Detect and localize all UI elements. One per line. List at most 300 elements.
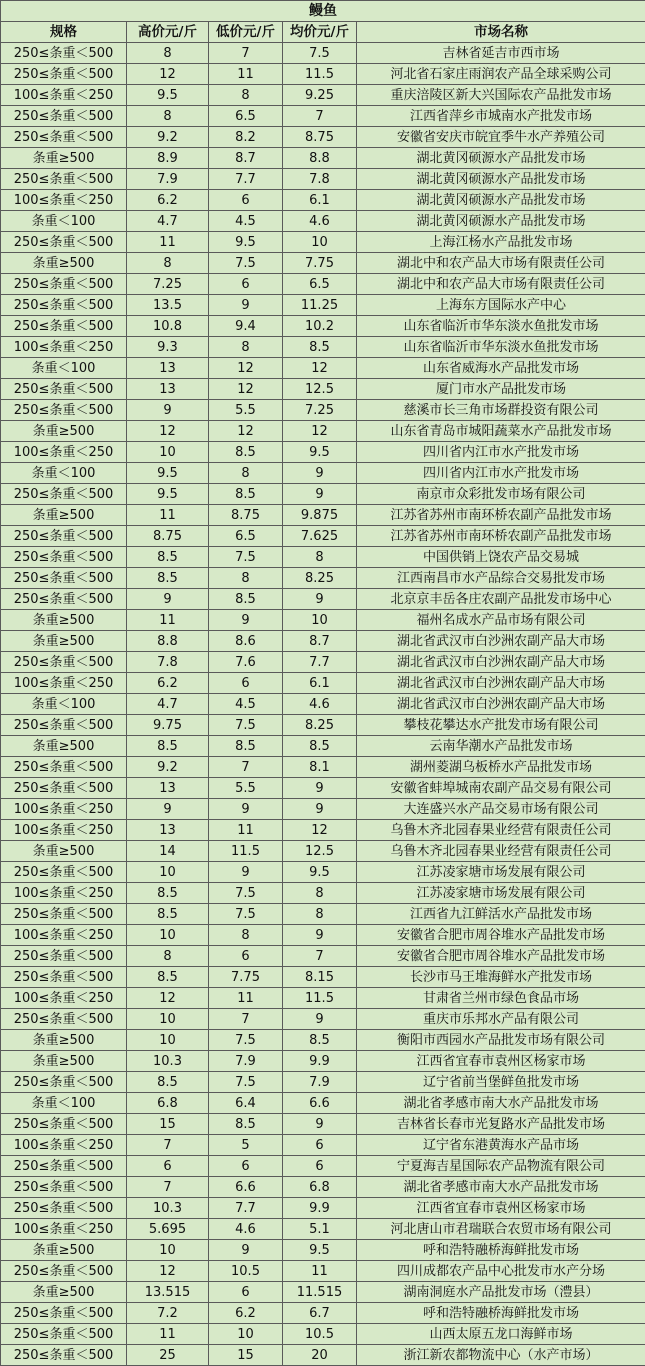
cell-high-price: 7 [127,1177,209,1198]
cell-high-price: 12 [127,988,209,1009]
cell-spec: 条重≥500 [1,505,127,526]
cell-spec: 250≤条重＜500 [1,379,127,400]
cell-market-name: 辽宁省前当堡鲜鱼批发市场 [357,1072,645,1093]
cell-spec: 250≤条重＜500 [1,1114,127,1135]
table-row [1,547,645,568]
cell-spec: 条重≥500 [1,631,127,652]
cell-low-price: 6 [209,946,283,967]
table-row [1,1009,645,1030]
cell-high-price: 8 [127,106,209,127]
cell-high-price: 14 [127,841,209,862]
cell-avg-price: 12.5 [283,841,357,862]
table-row [1,232,645,253]
table-row [1,442,645,463]
cell-spec: 250≤条重＜500 [1,778,127,799]
cell-high-price: 6.2 [127,190,209,211]
cell-market-name: 河北省石家庄雨润农产品全球采购公司 [357,64,645,85]
cell-avg-price: 6.1 [283,673,357,694]
cell-avg-price: 20 [283,1345,357,1366]
table-row [1,337,645,358]
cell-market-name: 江西南昌市水产品综合交易批发市场 [357,568,645,589]
cell-avg-price: 9 [283,1114,357,1135]
cell-avg-price: 10 [283,610,357,631]
cell-market-name: 湖北中和农产品大市场有限责任公司 [357,253,645,274]
cell-market-name: 湖北省武汉市白沙洲农副产品大市场 [357,673,645,694]
cell-market-name: 长沙市马王堆海鲜水产批发市场 [357,967,645,988]
cell-spec: 250≤条重＜500 [1,652,127,673]
cell-spec: 250≤条重＜500 [1,715,127,736]
title-row [1,1,645,22]
cell-high-price: 8 [127,253,209,274]
cell-high-price: 8 [127,946,209,967]
cell-low-price: 6 [209,190,283,211]
cell-market-name: 湖北省武汉市白沙洲农副产品大市场 [357,652,645,673]
cell-high-price: 25 [127,1345,209,1366]
cell-avg-price: 8.5 [283,1030,357,1051]
cell-spec: 条重＜100 [1,463,127,484]
cell-market-name: 重庆涪陵区新大兴国际农产品批发市场 [357,85,645,106]
cell-high-price: 4.7 [127,694,209,715]
table-body [1,43,645,1366]
cell-avg-price: 9.5 [283,1240,357,1261]
cell-low-price: 6 [209,1282,283,1303]
cell-low-price: 9 [209,1240,283,1261]
table-row [1,1282,645,1303]
cell-market-name: 江西省九江鲜活水产品批发市场 [357,904,645,925]
cell-market-name: 上海江杨水产品批发市场 [357,232,645,253]
cell-market-name: 湖北省武汉市白沙洲农副产品大市场 [357,631,645,652]
cell-avg-price: 8.8 [283,148,357,169]
cell-avg-price: 8 [283,547,357,568]
cell-low-price: 15 [209,1345,283,1366]
cell-low-price: 7.9 [209,1051,283,1072]
cell-low-price: 7.75 [209,967,283,988]
cell-market-name: 北京京丰岳各庄农副产品批发市场中心 [357,589,645,610]
cell-high-price: 13 [127,379,209,400]
cell-high-price: 9 [127,799,209,820]
cell-market-name: 四川省内江市水产批发市场 [357,442,645,463]
table-row [1,820,645,841]
cell-low-price: 7.5 [209,1030,283,1051]
header-spec: 规格 [1,22,127,43]
table-row [1,127,645,148]
cell-low-price: 6 [209,274,283,295]
table-row [1,757,645,778]
cell-low-price: 11.5 [209,841,283,862]
cell-spec: 100≤条重＜250 [1,799,127,820]
cell-spec: 条重≥500 [1,610,127,631]
table-row [1,694,645,715]
table-row [1,883,645,904]
cell-spec: 250≤条重＜500 [1,43,127,64]
cell-low-price: 9 [209,610,283,631]
cell-market-name: 江西省宜春市袁州区杨家市场 [357,1198,645,1219]
cell-market-name: 湖州菱湖乌板桥水产品批发市场 [357,757,645,778]
table-row [1,610,645,631]
cell-avg-price: 9 [283,925,357,946]
cell-spec: 250≤条重＜500 [1,484,127,505]
table-row [1,358,645,379]
cell-low-price: 8.6 [209,631,283,652]
table-row [1,1030,645,1051]
table-row [1,946,645,967]
cell-high-price: 13.515 [127,1282,209,1303]
cell-market-name: 呼和浩特融桥海鲜批发市场 [357,1240,645,1261]
cell-spec: 250≤条重＜500 [1,568,127,589]
cell-high-price: 9.3 [127,337,209,358]
cell-avg-price: 7.7 [283,652,357,673]
cell-market-name: 南京市众彩批发市场有限公司 [357,484,645,505]
cell-high-price: 7.2 [127,1303,209,1324]
table-row [1,379,645,400]
cell-market-name: 甘肃省兰州市绿色食品市场 [357,988,645,1009]
cell-low-price: 8.2 [209,127,283,148]
cell-high-price: 8.5 [127,568,209,589]
table-row [1,484,645,505]
cell-avg-price: 6.7 [283,1303,357,1324]
cell-avg-price: 9.5 [283,442,357,463]
cell-high-price: 8.5 [127,967,209,988]
cell-avg-price: 7.625 [283,526,357,547]
cell-high-price: 10 [127,442,209,463]
cell-avg-price: 4.6 [283,211,357,232]
cell-high-price: 10 [127,1240,209,1261]
cell-avg-price: 9.5 [283,862,357,883]
table-row [1,106,645,127]
cell-spec: 250≤条重＜500 [1,1345,127,1366]
cell-high-price: 9 [127,589,209,610]
cell-avg-price: 8 [283,883,357,904]
cell-low-price: 7.7 [209,169,283,190]
cell-avg-price: 12.5 [283,379,357,400]
table-row [1,1345,645,1366]
cell-high-price: 9.75 [127,715,209,736]
cell-avg-price: 6.5 [283,274,357,295]
cell-high-price: 9 [127,400,209,421]
cell-market-name: 慈溪市长三角市场群投资有限公司 [357,400,645,421]
cell-high-price: 10 [127,925,209,946]
cell-market-name: 上海东方国际水产中心 [357,295,645,316]
cell-avg-price: 8.25 [283,715,357,736]
cell-low-price: 4.5 [209,211,283,232]
cell-spec: 条重≥500 [1,1282,127,1303]
cell-low-price: 7.6 [209,652,283,673]
cell-spec: 250≤条重＜500 [1,1072,127,1093]
cell-spec: 250≤条重＜500 [1,589,127,610]
cell-high-price: 8.5 [127,547,209,568]
cell-spec: 条重＜100 [1,1093,127,1114]
table-row [1,1072,645,1093]
cell-spec: 250≤条重＜500 [1,967,127,988]
cell-avg-price: 8.75 [283,127,357,148]
cell-avg-price: 7.75 [283,253,357,274]
cell-low-price: 9 [209,799,283,820]
table-row [1,64,645,85]
cell-market-name: 湖北黄冈硕源水产品批发市场 [357,190,645,211]
cell-spec: 250≤条重＜500 [1,64,127,85]
cell-low-price: 8 [209,925,283,946]
cell-spec: 250≤条重＜500 [1,862,127,883]
cell-low-price: 7.5 [209,1072,283,1093]
cell-market-name: 四川成都农产品中心批发市水产分场 [357,1261,645,1282]
cell-avg-price: 9.9 [283,1198,357,1219]
cell-spec: 250≤条重＜500 [1,1198,127,1219]
cell-spec: 100≤条重＜250 [1,442,127,463]
cell-market-name: 宁夏海吉星国际农产品物流有限公司 [357,1156,645,1177]
cell-high-price: 12 [127,421,209,442]
cell-high-price: 10.3 [127,1198,209,1219]
cell-low-price: 6 [209,673,283,694]
cell-spec: 100≤条重＜250 [1,337,127,358]
cell-high-price: 8.5 [127,1072,209,1093]
cell-spec: 100≤条重＜250 [1,673,127,694]
table-row [1,904,645,925]
cell-avg-price: 10 [283,232,357,253]
cell-market-name: 湖南洞庭水产品批发市场（澧县） [357,1282,645,1303]
cell-spec: 100≤条重＜250 [1,820,127,841]
cell-market-name: 辽宁省东港黄海水产品市场 [357,1135,645,1156]
table-row [1,400,645,421]
cell-avg-price: 9.875 [283,505,357,526]
cell-market-name: 云南华潮水产品批发市场 [357,736,645,757]
cell-avg-price: 7.25 [283,400,357,421]
cell-market-name: 湖北省武汉市白沙洲农副产品大市场 [357,694,645,715]
table-row [1,988,645,1009]
cell-market-name: 山西太原五龙口海鲜市场 [357,1324,645,1345]
cell-low-price: 8 [209,568,283,589]
cell-spec: 条重≥500 [1,736,127,757]
cell-spec: 250≤条重＜500 [1,757,127,778]
cell-market-name: 吉林省长春市光复路水产品批发市场 [357,1114,645,1135]
table-row [1,211,645,232]
cell-low-price: 8.7 [209,148,283,169]
cell-avg-price: 12 [283,421,357,442]
cell-low-price: 6.4 [209,1093,283,1114]
cell-low-price: 8 [209,463,283,484]
cell-low-price: 6.6 [209,1177,283,1198]
cell-spec: 条重≥500 [1,148,127,169]
cell-low-price: 8.75 [209,505,283,526]
table-row [1,841,645,862]
cell-market-name: 湖北黄冈硕源水产品批发市场 [357,148,645,169]
cell-low-price: 6.2 [209,1303,283,1324]
cell-market-name: 乌鲁木齐北园春果业经营有限责任公司 [357,820,645,841]
cell-avg-price: 7.8 [283,169,357,190]
cell-spec: 250≤条重＜500 [1,547,127,568]
cell-market-name: 乌鲁木齐北园春果业经营有限责任公司 [357,841,645,862]
table-row [1,43,645,64]
table-row [1,190,645,211]
cell-low-price: 7 [209,1009,283,1030]
table-row [1,631,645,652]
cell-spec: 条重≥500 [1,253,127,274]
cell-low-price: 8.5 [209,589,283,610]
cell-spec: 条重＜100 [1,358,127,379]
table-row [1,673,645,694]
cell-avg-price: 8 [283,904,357,925]
cell-high-price: 9.5 [127,484,209,505]
table-row [1,1261,645,1282]
table-row [1,274,645,295]
table-row [1,862,645,883]
table-row [1,1240,645,1261]
cell-avg-price: 6.8 [283,1177,357,1198]
table-row [1,316,645,337]
cell-spec: 100≤条重＜250 [1,988,127,1009]
cell-avg-price: 8.7 [283,631,357,652]
cell-high-price: 9.2 [127,757,209,778]
cell-spec: 250≤条重＜500 [1,904,127,925]
cell-low-price: 5 [209,1135,283,1156]
cell-low-price: 8.5 [209,484,283,505]
cell-high-price: 10.3 [127,1051,209,1072]
cell-low-price: 8.5 [209,736,283,757]
cell-high-price: 13.5 [127,295,209,316]
cell-low-price: 11 [209,820,283,841]
cell-market-name: 河北唐山市君瑞联合农贸市场有限公司 [357,1219,645,1240]
cell-high-price: 12 [127,1261,209,1282]
cell-high-price: 13 [127,358,209,379]
cell-high-price: 10 [127,1009,209,1030]
cell-spec: 250≤条重＜500 [1,106,127,127]
cell-low-price: 9.4 [209,316,283,337]
cell-low-price: 7.5 [209,253,283,274]
cell-market-name: 山东省临沂市华东淡水鱼批发市场 [357,316,645,337]
cell-market-name: 安徽省合肥市周谷堆水产品批发市场 [357,925,645,946]
cell-high-price: 10.8 [127,316,209,337]
cell-spec: 250≤条重＜500 [1,295,127,316]
cell-market-name: 呼和浩特融桥海鲜批发市场 [357,1303,645,1324]
table-row [1,1324,645,1345]
table-row [1,148,645,169]
cell-market-name: 安徽省安庆市皖宜季牛水产养殖公司 [357,127,645,148]
cell-market-name: 吉林省延吉市西市场 [357,43,645,64]
cell-market-name: 中国供销上饶农产品交易城 [357,547,645,568]
cell-avg-price: 6 [283,1135,357,1156]
cell-high-price: 4.7 [127,211,209,232]
cell-spec: 条重＜100 [1,211,127,232]
cell-high-price: 11 [127,610,209,631]
cell-spec: 250≤条重＜500 [1,316,127,337]
cell-avg-price: 7.9 [283,1072,357,1093]
cell-spec: 250≤条重＜500 [1,1009,127,1030]
cell-high-price: 10 [127,862,209,883]
table-row [1,736,645,757]
cell-low-price: 10 [209,1324,283,1345]
cell-avg-price: 9 [283,463,357,484]
cell-market-name: 湖北黄冈硕源水产品批发市场 [357,169,645,190]
cell-spec: 250≤条重＜500 [1,1261,127,1282]
table-row [1,421,645,442]
cell-spec: 条重≥500 [1,421,127,442]
cell-market-name: 浙江新农都物流中心（水产市场） [357,1345,645,1366]
cell-low-price: 8 [209,337,283,358]
cell-high-price: 8.5 [127,736,209,757]
cell-market-name: 江西省宜春市袁州区杨家市场 [357,1051,645,1072]
cell-market-name: 山东省威海水产品批发市场 [357,358,645,379]
header-high-price: 高价元/斤 [127,22,209,43]
cell-market-name: 四川省内江市水产批发市场 [357,463,645,484]
cell-avg-price: 9 [283,799,357,820]
cell-avg-price: 8.25 [283,568,357,589]
cell-low-price: 7 [209,43,283,64]
cell-low-price: 7 [209,757,283,778]
cell-spec: 100≤条重＜250 [1,190,127,211]
cell-high-price: 8.75 [127,526,209,547]
cell-spec: 条重≥500 [1,1030,127,1051]
cell-market-name: 安徽省蚌埠城南农副产品交易有限公司 [357,778,645,799]
cell-spec: 条重＜100 [1,694,127,715]
cell-high-price: 8 [127,43,209,64]
table-row [1,568,645,589]
cell-avg-price: 9 [283,589,357,610]
table-row [1,253,645,274]
cell-avg-price: 9 [283,1009,357,1030]
table-row [1,1156,645,1177]
cell-avg-price: 9.9 [283,1051,357,1072]
cell-avg-price: 8.5 [283,736,357,757]
cell-spec: 100≤条重＜250 [1,1219,127,1240]
cell-market-name: 江苏凌家塘市场发展有限公司 [357,883,645,904]
cell-spec: 250≤条重＜500 [1,1303,127,1324]
cell-spec: 250≤条重＜500 [1,1156,127,1177]
cell-avg-price: 6 [283,1156,357,1177]
cell-spec: 250≤条重＜500 [1,1324,127,1345]
cell-high-price: 8.9 [127,148,209,169]
cell-high-price: 7.25 [127,274,209,295]
cell-avg-price: 8.15 [283,967,357,988]
cell-avg-price: 10.2 [283,316,357,337]
cell-spec: 100≤条重＜250 [1,1135,127,1156]
cell-low-price: 7.7 [209,1198,283,1219]
cell-spec: 250≤条重＜500 [1,946,127,967]
cell-spec: 250≤条重＜500 [1,274,127,295]
cell-avg-price: 12 [283,820,357,841]
cell-market-name: 山东省临沂市华东淡水鱼批发市场 [357,337,645,358]
cell-high-price: 9.5 [127,85,209,106]
cell-low-price: 6.5 [209,106,283,127]
table-row [1,1303,645,1324]
table-row [1,1135,645,1156]
cell-high-price: 8.5 [127,883,209,904]
cell-spec: 100≤条重＜250 [1,85,127,106]
cell-low-price: 7.5 [209,715,283,736]
cell-avg-price: 6.6 [283,1093,357,1114]
cell-high-price: 7.8 [127,652,209,673]
cell-avg-price: 7.5 [283,43,357,64]
cell-low-price: 8.5 [209,442,283,463]
cell-spec: 条重≥500 [1,841,127,862]
cell-spec: 250≤条重＜500 [1,169,127,190]
table-row [1,1114,645,1135]
cell-low-price: 9 [209,295,283,316]
cell-avg-price: 12 [283,358,357,379]
cell-market-name: 湖北黄冈硕源水产品批发市场 [357,211,645,232]
cell-avg-price: 9.25 [283,85,357,106]
cell-market-name: 山东省青岛市城阳蔬菜水产品批发市场 [357,421,645,442]
cell-avg-price: 9 [283,778,357,799]
cell-low-price: 9.5 [209,232,283,253]
cell-avg-price: 4.6 [283,694,357,715]
cell-low-price: 4.5 [209,694,283,715]
cell-avg-price: 8.1 [283,757,357,778]
cell-high-price: 8.8 [127,631,209,652]
cell-market-name: 江苏省苏州市南环桥农副产品批发市场 [357,505,645,526]
table-row [1,715,645,736]
cell-high-price: 15 [127,1114,209,1135]
cell-high-price: 13 [127,778,209,799]
table-row [1,778,645,799]
